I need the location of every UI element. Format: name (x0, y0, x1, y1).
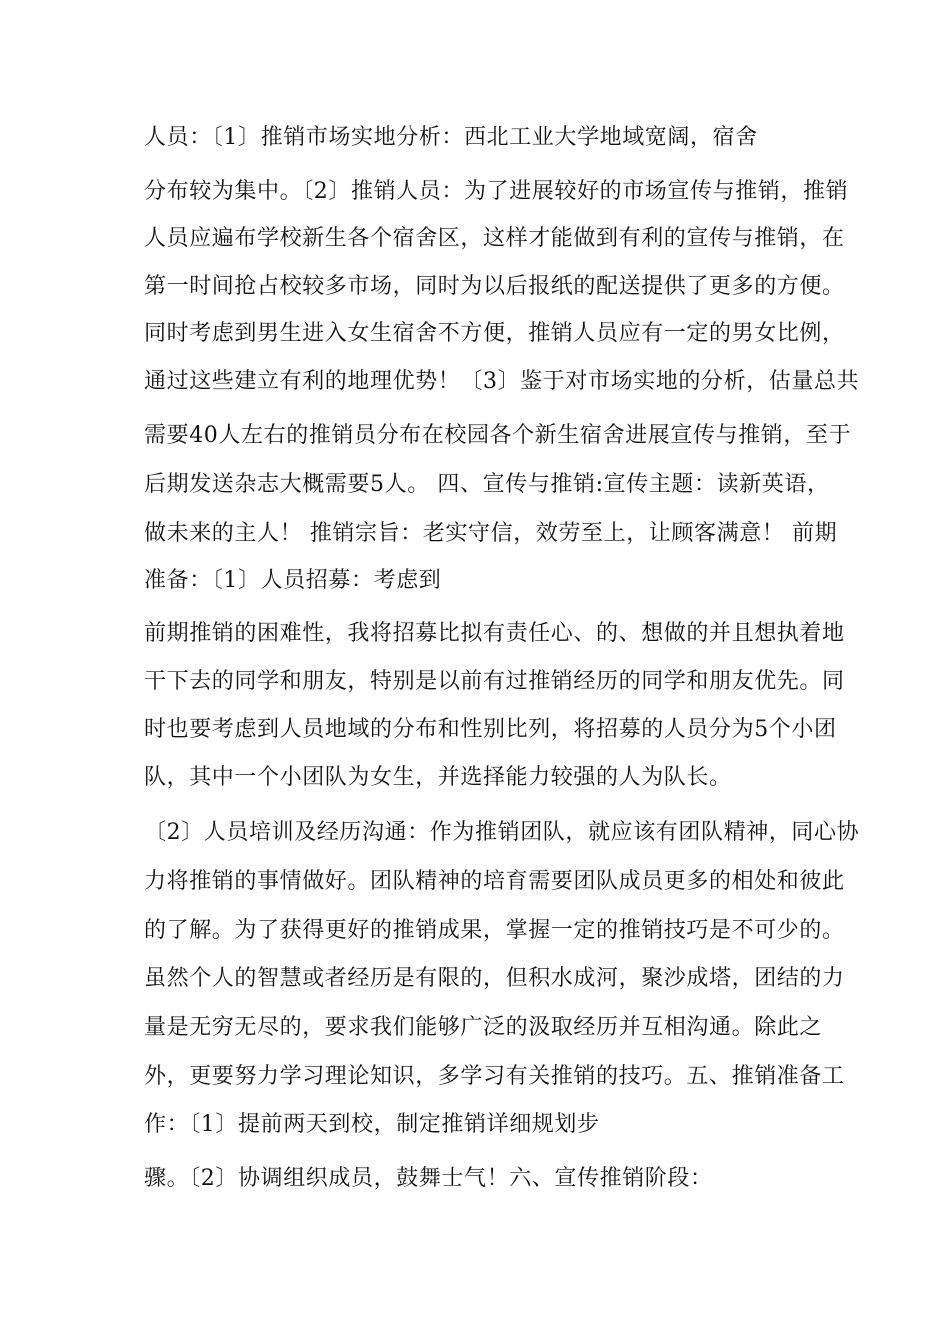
text-line: 干下去的同学和朋友，特别是以前有过推销经历的同学和朋友优先。同 (144, 669, 845, 694)
text-line: 做未来的主人！ 推销宗旨：老实守信，效劳至上，让顾客满意！ 前期 (144, 521, 838, 546)
text-line: 时也要考虑到人员地域的分布和性别比列，将招募的人员分为5个小团 (144, 717, 837, 742)
text-line: 力将推销的事情做好。团队精神的培育需要团队成员更多的相处和彼此 (144, 869, 845, 894)
text-line: 人员：〔1〕推销市场实地分析：西北工业大学地域宽阔，宿舍 (144, 125, 758, 150)
text-line: 的了解。为了获得更好的推销成果，掌握一定的推销技巧是不可少的。 (144, 918, 845, 943)
text-line: 同时考虑到男生进入女生宿舍不方便，推销人员应有一定的男女比例， (144, 321, 845, 346)
text-line: 〔2〕人员培训及经历沟通：作为推销团队，就应该有团队精神，同心协 (144, 820, 860, 845)
text-line: 人员应遍布学校新生各个宿舍区，这样才能做到有利的宣传与推销，在 (144, 226, 845, 251)
text-line: 需要40人左右的推销员分布在校园各个新生宿舍进展宣传与推销，至于 (144, 423, 852, 448)
text-line: 量是无穷无尽的，要求我们能够广泛的汲取经历并互相沟通。除此之 (144, 1015, 823, 1040)
text-line: 骤。〔2〕协调组织成员，鼓舞士气！六、宣传推销阶段： (144, 1166, 713, 1191)
text-line: 分布较为集中。〔2〕推销人员：为了进展较好的市场宣传与推销，推销 (144, 179, 849, 204)
text-line: 后期发送杂志大概需要5人。 四、宣传与推销:宣传主题：读新英语， (144, 472, 830, 497)
text-line: 外，更要努力学习理论知识，多学习有关推销的技巧。五、推销准备工 (144, 1064, 845, 1089)
text-line: 队，其中一个小团队为女生，并选择能力较强的人为队长。 (144, 765, 732, 790)
text-line: 第一时间抢占校较多市场，同时为以后报纸的配送提供了更多的方便。 (144, 274, 845, 299)
text-line: 虽然个人的智慧或者经历是有限的，但积水成河，聚沙成塔，团结的力 (144, 966, 845, 991)
text-line: 作：〔1〕提前两天到校，制定推销详细规划步 (144, 1112, 600, 1137)
text-line: 准备：〔1〕人员招募：考虑到 (144, 568, 442, 593)
text-line: 通过这些建立有利的地理优势！〔3〕鉴于对市场实地的分析，估量总共 (144, 369, 860, 394)
text-line: 前期推销的困难性，我将招募比拟有责任心、的、想做的并且想执着地 (144, 621, 845, 646)
